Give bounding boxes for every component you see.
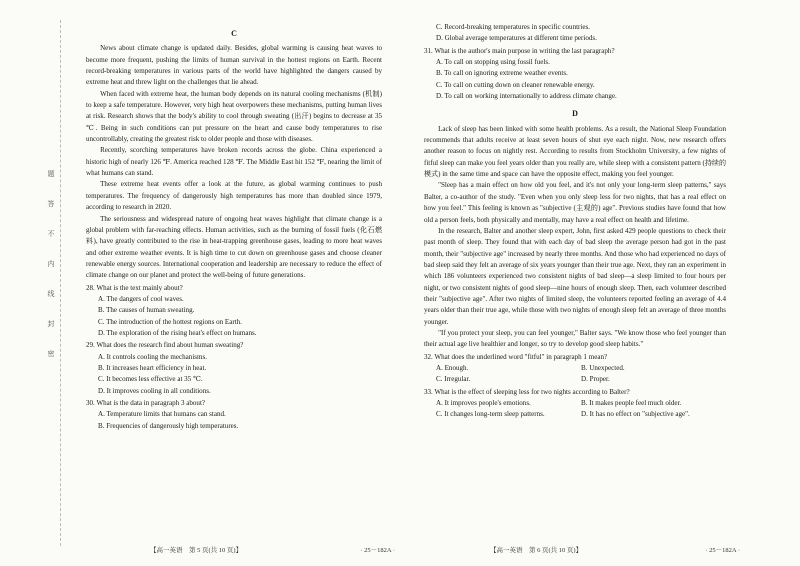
section-title-c: C: [231, 29, 237, 38]
option-row: [424, 409, 726, 420]
binding-char: 密: [47, 350, 55, 358]
option-row: [424, 363, 726, 374]
right-column: [424, 22, 726, 421]
binding-char: 封: [47, 320, 55, 328]
option-b: B. Unexpected.: [581, 363, 625, 372]
option-b: B. It makes people feel much older.: [581, 399, 682, 407]
footer-page-label: 【高一英语 第 6 页(共 10 页)】: [490, 547, 583, 554]
binding-char: 内: [47, 260, 55, 268]
option-c: C. It changes long-term sleep patterns.: [436, 410, 545, 419]
passage-d-paragraph-1: Lack of sleep has been linked with some health problems. As a result, the National Sleep Foundation recommends that adults receive at least seven hours of shut eye each night. Now, new research offers another reason to focus on nightly rest. According to results from Stockholm University, a few nights of fitful sleep can make you feel years older than you really are, while sleep with a consistent pattern (持续的模式) in the same time and space can have the opposite effect, making you feel younger.: [424, 124, 726, 179]
option-a: A. The dangers of cool waves.: [98, 294, 184, 303]
option-d: D. Global average temperatures at different time periods.: [436, 34, 597, 43]
question-stem: 28. What is the text mainly about?: [86, 283, 183, 292]
option-a: A. To call on stopping using fossil fuels.: [436, 58, 550, 67]
option-c: C. It becomes less effective at 35 ℃.: [98, 375, 203, 384]
option-b: B. It increases heart efficiency in heat.: [98, 363, 207, 372]
option-c: C. To call on cutting down on cleaner renewable energy.: [436, 80, 595, 89]
question-29: [86, 340, 382, 397]
option-a: A. Temperature limits that humans can stand.: [98, 410, 226, 419]
footer-page-5: [150, 545, 395, 554]
option-row: [424, 374, 726, 385]
fold-line: [60, 20, 61, 546]
footer-code: · 25－182A ·: [705, 547, 740, 554]
binding-char: 题: [47, 170, 55, 178]
option-a: A. It controls cooling the mechanisms.: [98, 352, 208, 361]
passage-c-paragraph-3: Recently, scorching temperatures have broken records across the globe. China experienced a historic high of nearly 126 ℉. America reached 128 ℉. The Middle East hit 152 ℉, nearing the limit of what humans can stand.: [86, 146, 382, 178]
footer-code: · 25－182A ·: [360, 547, 395, 554]
footer-page-6: [490, 545, 740, 554]
question-stem: 30. What is the data in paragraph 3 about?: [86, 399, 206, 407]
option-d: D. It improves cooling in all conditions.: [98, 386, 211, 395]
option-b: B. The causes of human sweating.: [98, 306, 195, 315]
question-stem: 31. What is the author's main purpose in writing the last paragraph?: [424, 46, 615, 55]
passage-c-paragraph-2: When faced with extreme heat, the human body depends on its natural cooling mechanisms (机制) to keep a safe temperature. However, very high heat overpowers these mechanisms, putting human lives at risk. Research shows that the body's ability to cool through sweating (出汗) begins to decrease at 35 ℃. Being in such conditions can put pressure on the heart and cause body temperatures to rise uncontrollably, creating the greatest risk to older people and those with diseases.: [86, 89, 382, 144]
option-b: B. Frequencies of dangerously high temperatures.: [98, 421, 239, 430]
passage-d-paragraph-4: "If you protect your sleep, you can feel younger," Balter says. "We know those who feel younger than their actual age live healthier and longer, so try to develop good sleep habits.": [424, 328, 726, 349]
binding-margin: [44, 170, 58, 358]
binding-char: 线: [47, 290, 55, 298]
passage-c-paragraph-4: These extreme heat events offer a look at the future, as global warming continues to push temperatures. The frequency of dangerously high temperatures has more than doubled since 1979, according to research in 2020.: [86, 180, 382, 212]
passage-c-paragraph-1: News about climate change is updated daily. Besides, global warming is causing heat waves to become more frequent, pushing the limits of human survival in the hottest regions on Earth. Recent record-breaking temperatures in various parts of the world have highlighted the dangers caused by extreme heat and threw light on the challenges that lie ahead.: [86, 44, 382, 87]
option-row: [424, 398, 726, 409]
option-c: C. Record-breaking temperatures in specific countries.: [436, 23, 590, 31]
option-a: A. Enough.: [436, 363, 469, 372]
passage-c-paragraph-5: The seriousness and widespread nature of ongoing heat waves highlight that climate change is a global problem with far-reaching effects. Human activities, such as the burning of fossil fuels (化石燃料), have greatly contributed to the rise in heat-trapping greenhouse gases, leading to more heat waves and other extreme weather events. It is high time to cut down on greenhouse gases and choose cleaner renewable energy sources. International cooperation and leadership are necessary to reduce the effect of climate change on our planet and protect the well-being of future generations.: [86, 214, 382, 280]
question-stem: 29. What does the research find about human sweating?: [86, 341, 244, 350]
question-31: [424, 46, 726, 103]
passage-d-paragraph-3: In the research, Balter and another sleep expert, John, first asked 429 people questions to check their past month of sleep. They found that with each day of bad sleep the average person had got in the past month, their "subjective age" increased by nearly three months. And those who had experienced no days of bad sleep said they felt an average of six years younger than their true age. Next, they ran an experiment in which 186 volunteers experienced two consistent nights of bad sleep—a sleep limited to four hours per night, or two consistent nights of good sleep—nine hours of enough sleep. Then, each volunteer described their "subjective age". After two nights of limited sleep, the volunteers reported feeling an average of 4.4 years older than their true age, while those with two nights of enough sleep felt an average of three months younger.: [424, 226, 726, 326]
left-column: [86, 22, 382, 432]
question-32: [424, 352, 726, 386]
option-d: D. Proper.: [581, 375, 610, 384]
question-28: [86, 283, 382, 340]
question-33: [424, 387, 726, 421]
option-d: D. The exploration of the rising heat's effect on humans.: [98, 328, 257, 337]
option-b: B. To call on ignoring extreme weather events.: [436, 69, 568, 78]
option-c: C. The introduction of the hottest regions on Earth.: [98, 317, 242, 326]
option-a: A. It improves people's emotions.: [436, 399, 531, 407]
section-title-d: D: [572, 109, 578, 119]
question-stem: 33. What is the effect of sleeping less for two nights according to Balter?: [424, 387, 630, 396]
footer-page-label: 【高一英语 第 5 页(共 10 页)】: [150, 547, 243, 554]
question-30: [86, 398, 382, 432]
option-d: D. It has no effect on "subjective age".: [581, 410, 690, 419]
option-c: C. Irregular.: [436, 375, 471, 384]
binding-char: 答: [47, 200, 55, 208]
binding-char: 不: [47, 230, 55, 238]
passage-d-paragraph-2: "Sleep has a main effect on how old you feel, and it's not only your long-term sleep patterns," says Balter, a co-author of the study. "Even when you only sleep less for two nights, that has a real effect on how you feel." This feeling is known as "subjective (主观的) age". Previous studies have found that how old a person feels, both physically and mentally, may have a real effect on health and lifetime.: [424, 181, 726, 224]
question-stem: 32. What does the underlined word "fitful" in paragraph 1 mean?: [424, 352, 608, 361]
option-d: D. To call on working internationally to address climate change.: [436, 92, 617, 101]
